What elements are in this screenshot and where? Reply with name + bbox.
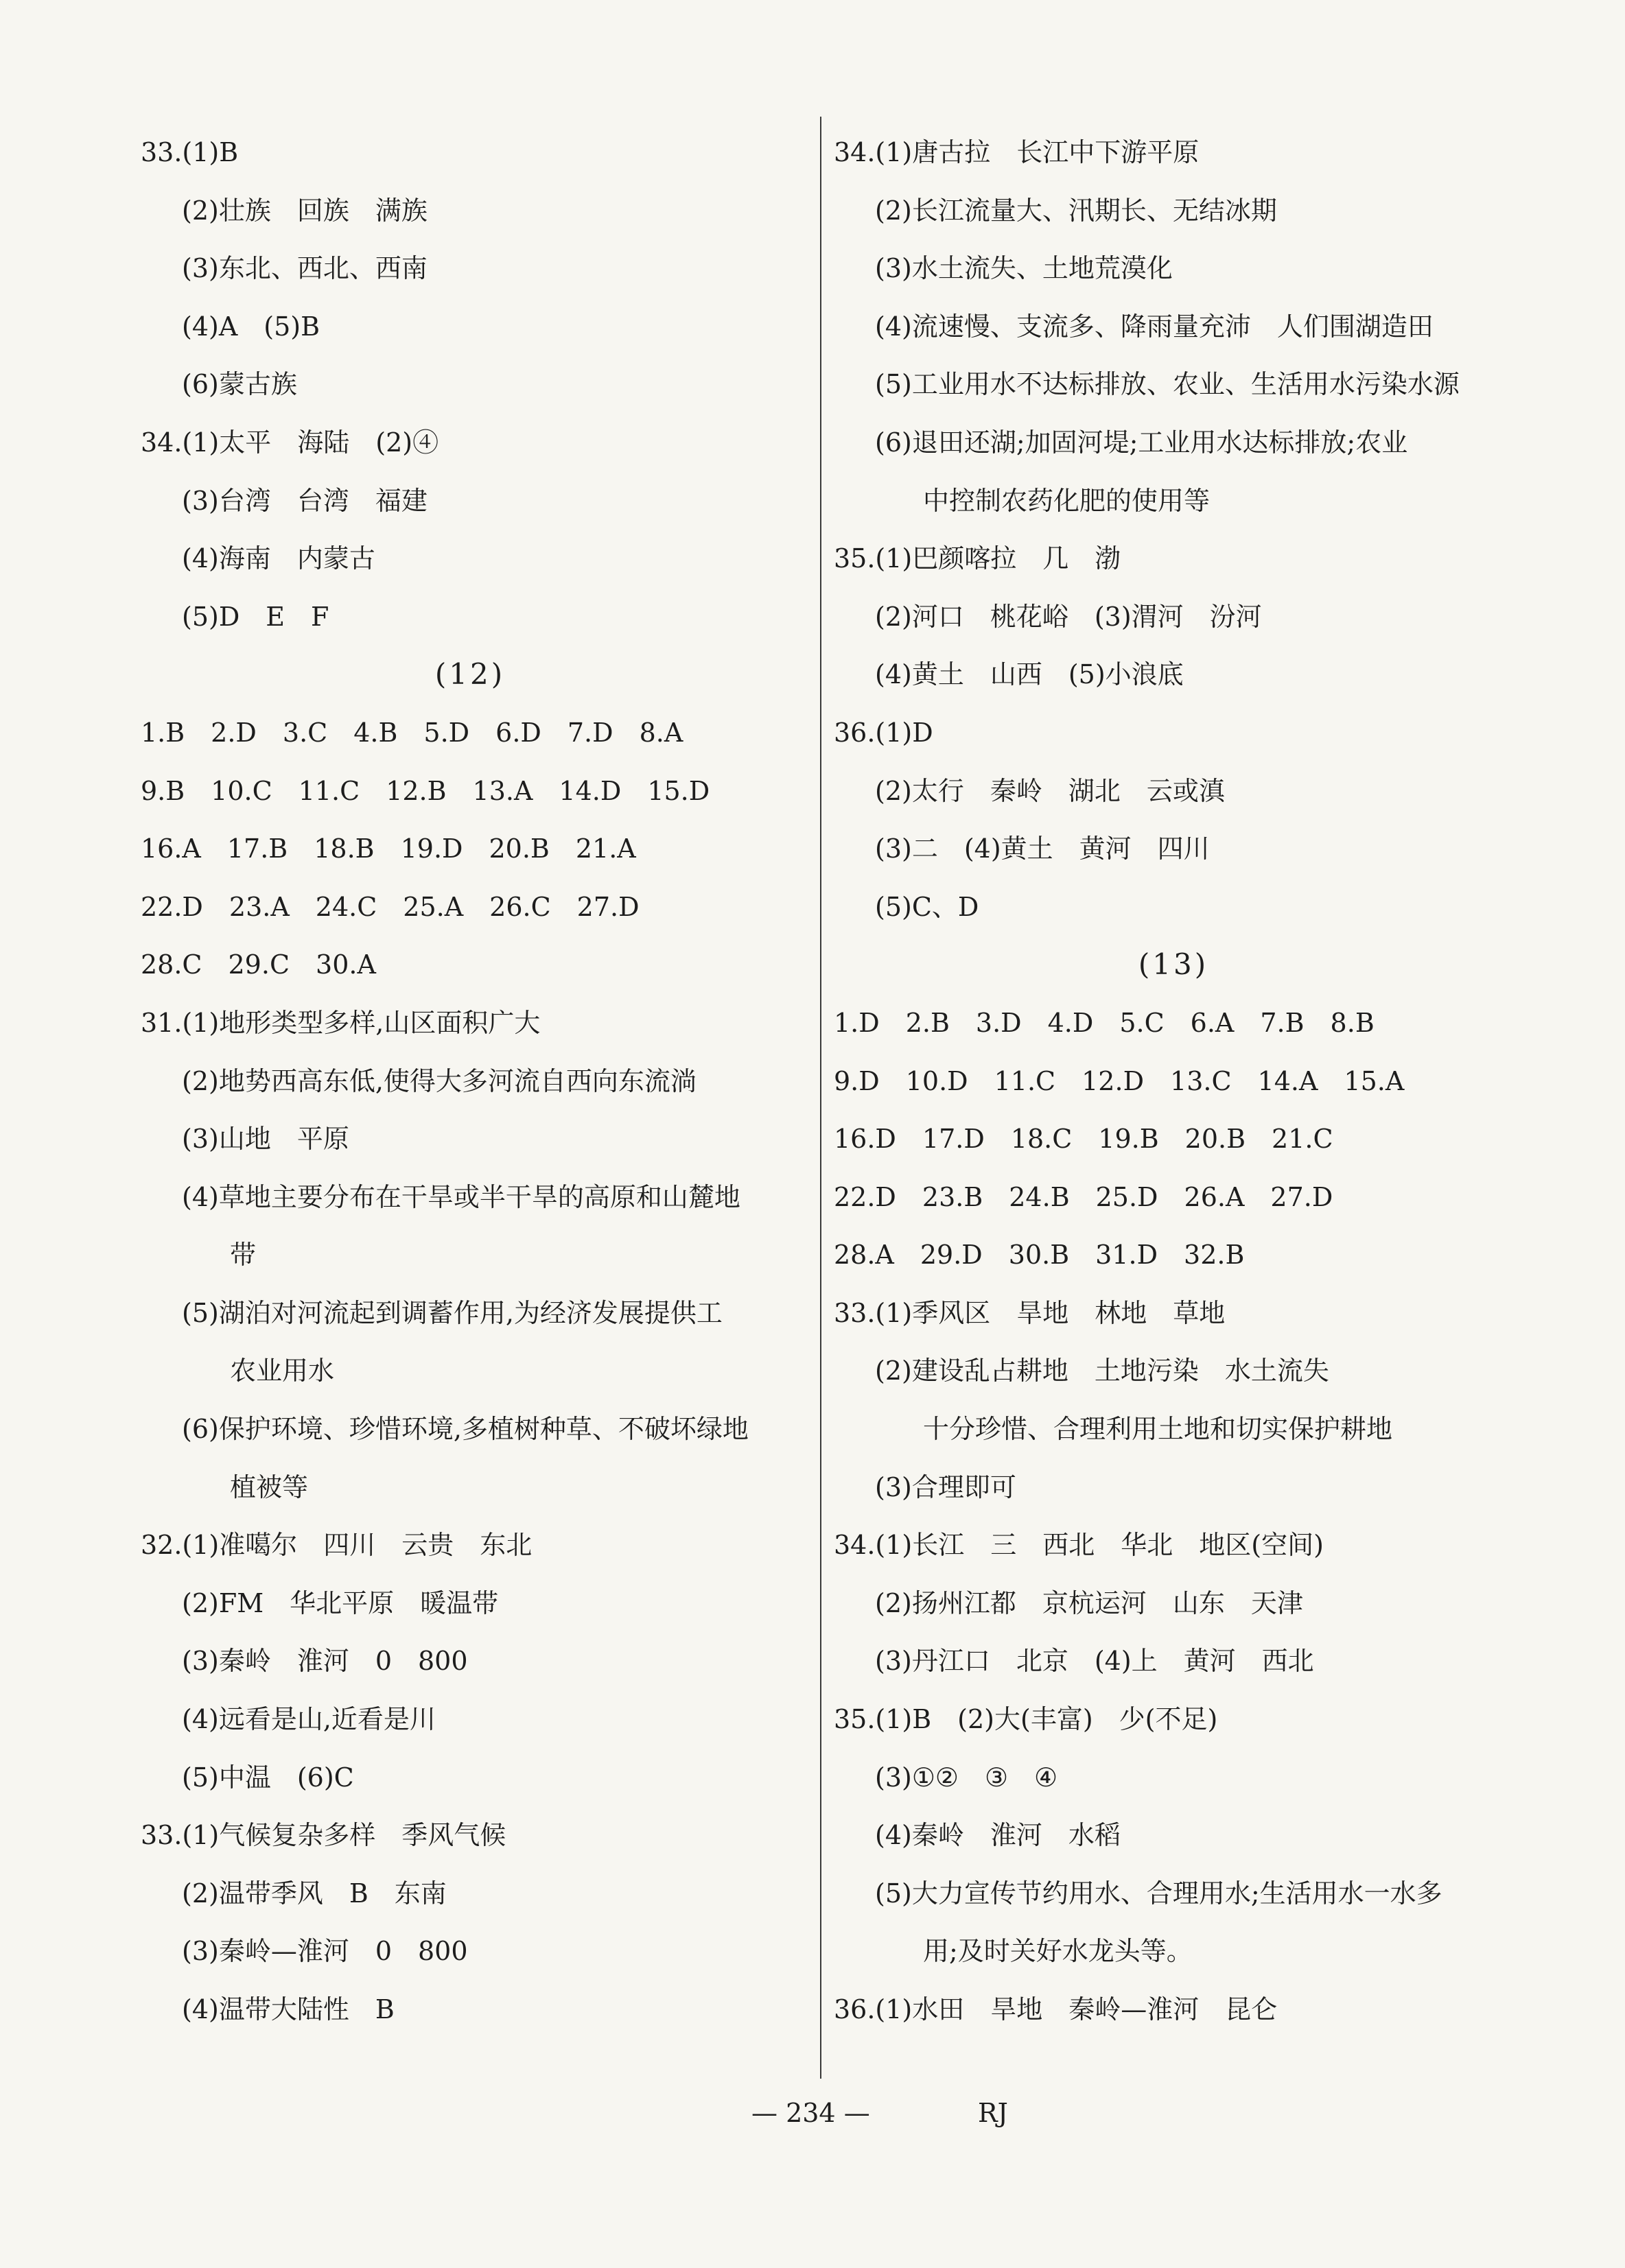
answer-line: 9.D 10.D 11.C 12.D 13.C 14.A 15.A bbox=[834, 1065, 1405, 1096]
answer-line: 22.D 23.A 24.C 25.A 26.C 27.D bbox=[141, 891, 640, 922]
left-column bbox=[141, 123, 799, 2039]
answer-line: 9.B 10.C 11.C 12.B 13.A 14.D 15.D bbox=[141, 775, 710, 806]
answer-line: 农业用水 bbox=[230, 1356, 335, 1386]
answer-line: (4)黄土 山西 (5)小浪底 bbox=[875, 659, 1184, 690]
answer-line: (4)海南 内蒙古 bbox=[182, 543, 375, 574]
answer-line: (2)FM 华北平原 暖温带 bbox=[182, 1587, 499, 1618]
answer-line: (5)C、D bbox=[875, 891, 979, 922]
answer-line: 36.(1)水田 旱地 秦岭—淮河 昆仑 bbox=[834, 1994, 1278, 2024]
answer-line: 16.D 17.D 18.C 19.B 20.B 21.C bbox=[834, 1124, 1333, 1155]
answer-line: (3)①② ③ ④ bbox=[875, 1762, 1058, 1793]
answer-line: (6)退田还湖;加固河堤;工业用水达标排放;农业 bbox=[875, 427, 1408, 458]
answer-line: 33.(1)季风区 旱地 林地 草地 bbox=[834, 1297, 1226, 1328]
answer-line: (3)秦岭 淮河 0 800 bbox=[182, 1646, 468, 1677]
answer-line: 34.(1)长江 三 西北 华北 地区(空间) bbox=[834, 1530, 1324, 1561]
answer-line: 35.(1)B (2)大(丰富) 少(不足) bbox=[834, 1704, 1218, 1735]
answer-line: 植被等 bbox=[230, 1472, 309, 1502]
answer-line: (6)蒙古族 bbox=[182, 369, 297, 400]
answer-line: (4)流速慢、支流多、降雨量充沛 人们围湖造田 bbox=[875, 311, 1434, 342]
answer-line: (3)山地 平原 bbox=[182, 1124, 349, 1155]
answer-line: 35.(1)巴颜喀拉 几 渤 bbox=[834, 543, 1121, 574]
answer-line: 34.(1)太平 海陆 (2)④ bbox=[141, 427, 439, 458]
right-column bbox=[834, 123, 1513, 2039]
answer-line: 1.D 2.B 3.D 4.D 5.C 6.A 7.B 8.B bbox=[834, 1007, 1375, 1038]
answer-line: (4)远看是山,近看是川 bbox=[182, 1704, 436, 1735]
answer-line: (4)草地主要分布在干旱或半干旱的高原和山麓地 bbox=[182, 1181, 740, 1212]
answer-line: (4)A (5)B bbox=[182, 311, 320, 342]
answer-line: (2)太行 秦岭 湖北 云或滇 bbox=[875, 775, 1225, 806]
answer-line: (2)温带季风 B 东南 bbox=[182, 1878, 447, 1909]
answer-line: (3)水土流失、土地荒漠化 bbox=[875, 253, 1173, 284]
answer-line: (6)保护环境、珍惜环境,多植树种草、不破坏绿地 bbox=[182, 1414, 749, 1445]
answer-line: (3)二 (4)黄土 黄河 四川 bbox=[875, 834, 1210, 864]
answer-line: (2)扬州江都 京杭运河 山东 天津 bbox=[875, 1587, 1303, 1618]
answer-line: (2)长江流量大、汛期长、无结冰期 bbox=[875, 195, 1277, 226]
answer-line: (2)河口 桃花峪 (3)渭河 汾河 bbox=[875, 601, 1262, 632]
answer-line: 中控制农药化肥的使用等 bbox=[923, 485, 1211, 516]
answer-line: (5)大力宣传节约用水、合理用水;生活用水一水多 bbox=[875, 1878, 1442, 1909]
answer-line: 1.B 2.D 3.C 4.B 5.D 6.D 7.D 8.A bbox=[141, 717, 683, 748]
answer-line: 36.(1)D bbox=[834, 717, 933, 748]
column-divider bbox=[820, 117, 821, 2079]
answer-line: (2)建设乱占耕地 土地污染 水土流失 bbox=[875, 1356, 1329, 1386]
answer-line: (3)东北、西北、西南 bbox=[182, 253, 428, 284]
answer-line: (5)工业用水不达标排放、农业、生活用水污染水源 bbox=[875, 369, 1460, 400]
page-number: — 234 — bbox=[751, 2098, 870, 2128]
edition-tag: RJ bbox=[978, 2098, 1008, 2128]
answer-line: 带 bbox=[230, 1240, 257, 1271]
section-heading: (12) bbox=[434, 657, 506, 692]
answer-line: 32.(1)准噶尔 四川 云贵 东北 bbox=[141, 1530, 533, 1561]
answer-line: (2)壮族 回族 满族 bbox=[182, 195, 428, 226]
answer-line: (3)合理即可 bbox=[875, 1472, 1016, 1502]
answer-line: (3)秦岭—淮河 0 800 bbox=[182, 1936, 468, 1967]
answer-line: 用;及时关好水龙头等。 bbox=[923, 1936, 1193, 1967]
answer-line: 33.(1)B bbox=[141, 137, 239, 167]
answer-line: (4)秦岭 淮河 水稻 bbox=[875, 1820, 1121, 1851]
answer-line: 28.A 29.D 30.B 31.D 32.B bbox=[834, 1240, 1245, 1271]
answer-line: 28.C 29.C 30.A bbox=[141, 949, 376, 980]
answer-line: (5)D E F bbox=[182, 601, 329, 632]
section-heading: (13) bbox=[1138, 947, 1209, 982]
answer-line: (5)湖泊对河流起到调蓄作用,为经济发展提供工 bbox=[182, 1297, 723, 1328]
answer-line: 十分珍惜、合理利用土地和切实保护耕地 bbox=[923, 1414, 1393, 1445]
answer-line: 31.(1)地形类型多样,山区面积广大 bbox=[141, 1007, 541, 1038]
answer-line: (4)温带大陆性 B bbox=[182, 1994, 395, 2024]
answer-line: 34.(1)唐古拉 长江中下游平原 bbox=[834, 137, 1200, 167]
answer-line: (3)丹江口 北京 (4)上 黄河 西北 bbox=[875, 1646, 1314, 1677]
answer-line: 16.A 17.B 18.B 19.D 20.B 21.A bbox=[141, 834, 636, 864]
answer-line: (5)中温 (6)C bbox=[182, 1762, 354, 1793]
answer-line: (3)台湾 台湾 福建 bbox=[182, 485, 428, 516]
answer-line: 22.D 23.B 24.B 25.D 26.A 27.D bbox=[834, 1181, 1333, 1212]
answer-line: 33.(1)气候复杂多样 季风气候 bbox=[141, 1820, 506, 1851]
answer-line: (2)地势西高东低,使得大多河流自西向东流淌 bbox=[182, 1065, 697, 1096]
